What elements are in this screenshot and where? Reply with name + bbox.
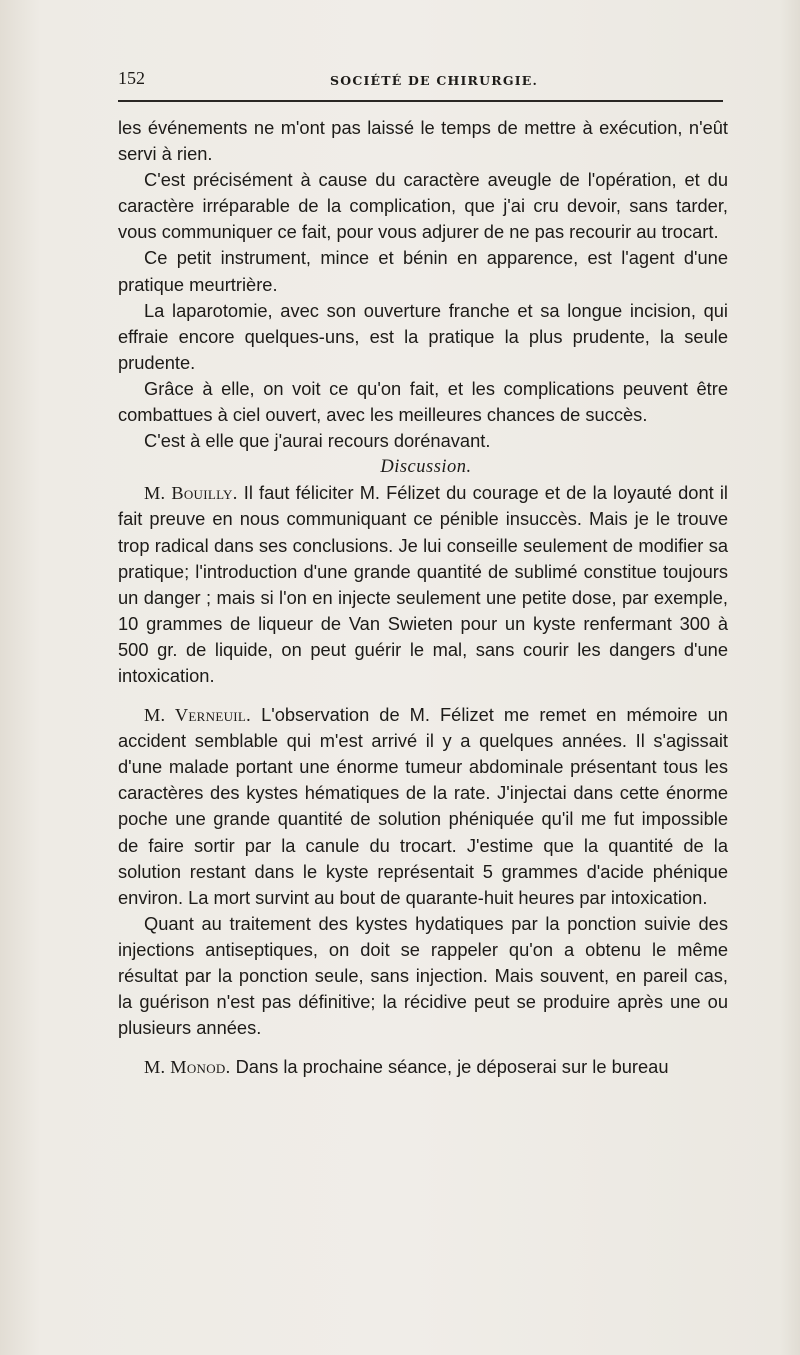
paragraph: C'est précisément à cause du caractère aveugle de l'opération, et du caractère irréparable de la complication, que j'ai cru devoir, sans tarder, vous communiquer ce fait, pour vous adjurer de ne pas recourir au trocart. xyxy=(118,169,728,243)
discussion-paragraph-monod xyxy=(118,1054,728,1080)
page-number: 152 xyxy=(118,68,145,88)
paragraph-continuation: les événements ne m'ont pas laissé le temps de mettre à exécution, n'eût servi à rien. xyxy=(118,117,728,165)
discussion-paragraph-verneuil xyxy=(118,702,728,911)
speaker-text: Il faut féliciter M. Félizet du courage et de la loyauté dont il fait preuve en nous communiquant ce pénible insuccès. Mais je le trouve trop radical dans ses conclusions. Je lui conseille seulement de modifier sa pratique; l'introduction d'une grande quantité de sublimé constitue toujours un danger ; mais si l'on en injecte seulement une petite dose, par exemple, 10 grammes de liqueur de Van Swieten pour un kyste renfermant 300 à 500 gr. de liquide, on peut guérir le mal, sans courir les dangers d'une intoxication. xyxy=(118,482,728,686)
body-text xyxy=(118,115,728,1080)
discussion-paragraph-verneuil-continued xyxy=(118,911,728,1041)
running-title: SOCIÉTÉ DE CHIRURGIE. xyxy=(330,73,539,88)
speaker-text: Quant au traitement des kystes hydatiques par la ponction suivie des injections antiseptiques, on doit se rappeler qu'on a obtenu le même résultat par la ponction seule, sans injection. Mais souvent, en pareil cas, la guérison n'est pas définitive; la récidive peut se produire après une ou plusieurs années. xyxy=(118,912,728,1039)
header-rule xyxy=(118,100,723,102)
section-title: Discussion. xyxy=(380,457,472,478)
speaker-name: M. Bouilly. xyxy=(144,483,238,504)
paragraph: Ce petit instrument, mince et bénin en apparence, est l'agent d'une pratique meurtrière. xyxy=(118,247,728,295)
speaker-text: L'observation de M. Félizet me remet en mémoire un accident semblable qui m'est arrivé il y a quelques années. Il s'agissait d'une malade portant une énorme tumeur abdominale présentant tous les caractères des kystes hématiques de la rate. J'injectai dans cette énorme poche une grande quantité de solution phéniquée qu'il me fut impossible de faire sortir par la canule du trocart. J'estime que la quantité de la solution restant dans le kyste représentait 5 grammes d'acide phénique environ. La mort survint au bout de quarante-huit heures par intoxication. xyxy=(118,704,728,908)
speaker-name: M. Monod. xyxy=(144,1057,231,1078)
paragraph: C'est à elle que j'aurai recours dorénavant. xyxy=(144,430,491,452)
speaker-name: M. Verneuil. xyxy=(144,705,252,726)
page-header xyxy=(118,68,723,92)
paragraph: La laparotomie, avec son ouverture franche et sa longue incision, qui effraie encore quelques-uns, est la pratique la plus prudente, la seule prudente. xyxy=(118,299,728,373)
discussion-paragraph-bouilly xyxy=(118,480,728,689)
speaker-text: Dans la prochaine séance, je déposerai sur le bureau xyxy=(235,1056,669,1078)
paragraph: Grâce à elle, on voit ce qu'on fait, et les complications peuvent être combattues à ciel ouvert, avec les meilleures chances de succès. xyxy=(118,377,728,426)
